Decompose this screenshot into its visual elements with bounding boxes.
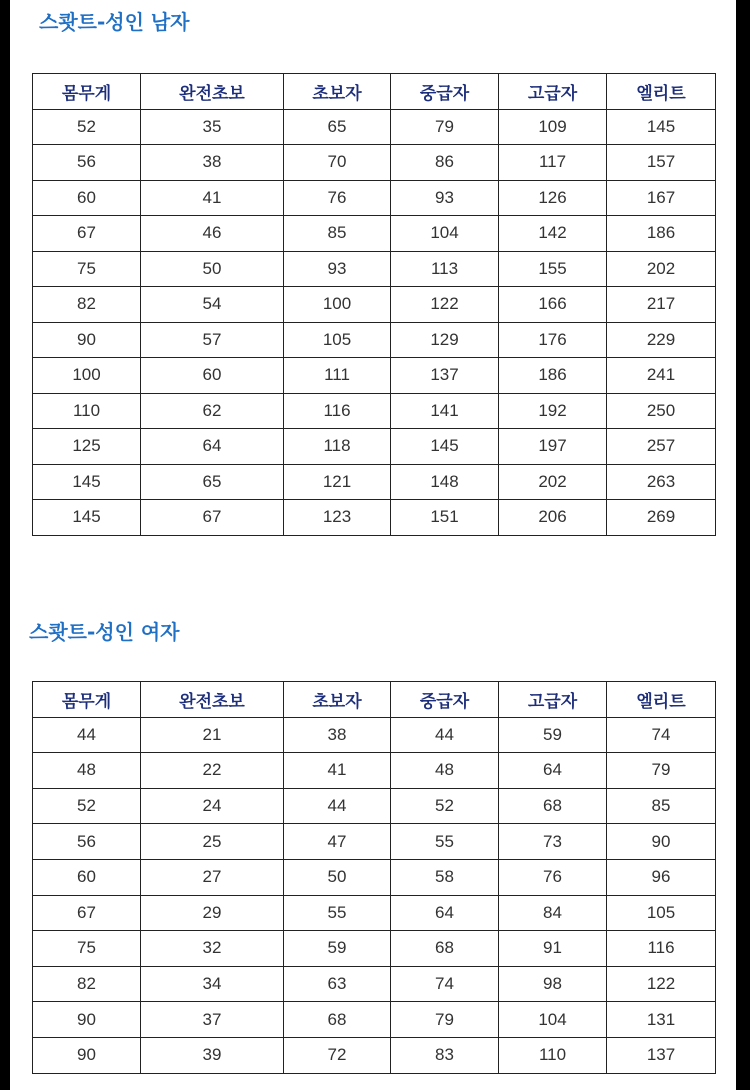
table-cell: 41 (141, 180, 284, 216)
table-cell: 57 (141, 322, 284, 358)
table-cell: 123 (284, 500, 391, 536)
table-cell: 145 (391, 429, 499, 465)
table-cell: 126 (499, 180, 607, 216)
document-page (10, 0, 736, 1090)
table-cell: 93 (391, 180, 499, 216)
table-cell: 35 (141, 109, 284, 145)
table-row (33, 859, 716, 895)
table-cell: 118 (284, 429, 391, 465)
table-row (33, 109, 716, 145)
table-cell: 84 (499, 895, 607, 931)
table-cell: 60 (33, 180, 141, 216)
table-cell: 62 (141, 393, 284, 429)
table-cell: 137 (391, 358, 499, 394)
table-cell: 79 (391, 1002, 499, 1038)
table-cell: 105 (607, 895, 716, 931)
table-cell: 197 (499, 429, 607, 465)
table-cell: 25 (141, 824, 284, 860)
table-cell: 104 (391, 216, 499, 252)
table-cell: 75 (33, 931, 141, 967)
table-cell: 52 (33, 109, 141, 145)
table-cell: 85 (284, 216, 391, 252)
table-cell: 68 (499, 788, 607, 824)
table-cell: 67 (33, 895, 141, 931)
column-header: 중급자 (391, 682, 499, 718)
table-header-row (33, 74, 716, 110)
table-cell: 250 (607, 393, 716, 429)
table-cell: 41 (284, 753, 391, 789)
table-header-row (33, 682, 716, 718)
table-cell: 50 (141, 251, 284, 287)
table-cell: 157 (607, 145, 716, 181)
table-cell: 90 (607, 824, 716, 860)
table-cell: 229 (607, 322, 716, 358)
table-cell: 67 (33, 216, 141, 252)
table-cell: 141 (391, 393, 499, 429)
table-cell: 113 (391, 251, 499, 287)
table-cell: 85 (607, 788, 716, 824)
table-cell: 44 (391, 717, 499, 753)
table-row (33, 966, 716, 1002)
table-cell: 56 (33, 824, 141, 860)
table-cell: 257 (607, 429, 716, 465)
table-cell: 176 (499, 322, 607, 358)
table-cell: 56 (33, 145, 141, 181)
table-cell: 129 (391, 322, 499, 358)
table-cell: 263 (607, 464, 716, 500)
table-cell: 206 (499, 500, 607, 536)
table-cell: 79 (391, 109, 499, 145)
table-cell: 65 (284, 109, 391, 145)
table-cell: 55 (284, 895, 391, 931)
table-cell: 167 (607, 180, 716, 216)
table-cell: 269 (607, 500, 716, 536)
table-row (33, 464, 716, 500)
table-cell: 47 (284, 824, 391, 860)
table-cell: 82 (33, 966, 141, 1002)
table-row (33, 753, 716, 789)
squat-table-women (32, 681, 716, 1074)
table-cell: 68 (391, 931, 499, 967)
section-title-women: 스쾃트-성인 여자 (29, 620, 180, 644)
table-cell: 60 (33, 859, 141, 895)
table-cell: 54 (141, 287, 284, 323)
table-cell: 155 (499, 251, 607, 287)
table-cell: 32 (141, 931, 284, 967)
table-row (33, 895, 716, 931)
table-cell: 202 (499, 464, 607, 500)
table-row (33, 429, 716, 465)
column-header: 엘리트 (607, 682, 716, 718)
table-cell: 192 (499, 393, 607, 429)
table-cell: 109 (499, 109, 607, 145)
table-cell: 29 (141, 895, 284, 931)
table-cell: 93 (284, 251, 391, 287)
table-cell: 58 (391, 859, 499, 895)
table-cell: 72 (284, 1037, 391, 1073)
column-header: 초보자 (284, 74, 391, 110)
column-header: 고급자 (499, 74, 607, 110)
table-cell: 73 (499, 824, 607, 860)
table-row (33, 393, 716, 429)
table-cell: 22 (141, 753, 284, 789)
table-row (33, 358, 716, 394)
table-row (33, 287, 716, 323)
table-cell: 68 (284, 1002, 391, 1038)
table-cell: 59 (284, 931, 391, 967)
table-cell: 74 (391, 966, 499, 1002)
table-cell: 52 (33, 788, 141, 824)
table-row (33, 216, 716, 252)
table-cell: 105 (284, 322, 391, 358)
table-cell: 90 (33, 1002, 141, 1038)
table-cell: 145 (33, 464, 141, 500)
table-cell: 116 (284, 393, 391, 429)
table-cell: 110 (33, 393, 141, 429)
table-cell: 83 (391, 1037, 499, 1073)
column-header: 엘리트 (607, 74, 716, 110)
table-cell: 70 (284, 145, 391, 181)
table-cell: 65 (141, 464, 284, 500)
column-header: 완전초보 (141, 682, 284, 718)
table-cell: 76 (499, 859, 607, 895)
table-row (33, 931, 716, 967)
table-cell: 48 (391, 753, 499, 789)
table-cell: 24 (141, 788, 284, 824)
table-cell: 100 (33, 358, 141, 394)
column-header: 중급자 (391, 74, 499, 110)
column-header: 몸무게 (33, 74, 141, 110)
table-row (33, 251, 716, 287)
table-row (33, 717, 716, 753)
table-cell: 52 (391, 788, 499, 824)
table-cell: 44 (284, 788, 391, 824)
table-cell: 104 (499, 1002, 607, 1038)
table-cell: 90 (33, 322, 141, 358)
table-cell: 96 (607, 859, 716, 895)
column-header: 초보자 (284, 682, 391, 718)
column-header: 몸무게 (33, 682, 141, 718)
table-cell: 166 (499, 287, 607, 323)
table-cell: 64 (499, 753, 607, 789)
table-cell: 37 (141, 1002, 284, 1038)
table-cell: 91 (499, 931, 607, 967)
table-cell: 121 (284, 464, 391, 500)
table-row (33, 824, 716, 860)
table-cell: 75 (33, 251, 141, 287)
table-cell: 151 (391, 500, 499, 536)
table-cell: 74 (607, 717, 716, 753)
table-cell: 148 (391, 464, 499, 500)
table-cell: 98 (499, 966, 607, 1002)
table-cell: 116 (607, 931, 716, 967)
table-cell: 55 (391, 824, 499, 860)
table-cell: 21 (141, 717, 284, 753)
table-row (33, 322, 716, 358)
table-cell: 110 (499, 1037, 607, 1073)
table-cell: 27 (141, 859, 284, 895)
table-row (33, 788, 716, 824)
table-cell: 82 (33, 287, 141, 323)
column-header: 완전초보 (141, 74, 284, 110)
table-cell: 122 (391, 287, 499, 323)
table-cell: 38 (141, 145, 284, 181)
table-cell: 67 (141, 500, 284, 536)
table-cell: 137 (607, 1037, 716, 1073)
table-cell: 122 (607, 966, 716, 1002)
table-cell: 186 (607, 216, 716, 252)
table-cell: 202 (607, 251, 716, 287)
table-row (33, 180, 716, 216)
table-cell: 63 (284, 966, 391, 1002)
table-cell: 60 (141, 358, 284, 394)
table-cell: 145 (607, 109, 716, 145)
table-cell: 241 (607, 358, 716, 394)
table-row (33, 1037, 716, 1073)
table-row (33, 1002, 716, 1038)
table-cell: 142 (499, 216, 607, 252)
table-row (33, 500, 716, 536)
table-cell: 64 (391, 895, 499, 931)
table-cell: 38 (284, 717, 391, 753)
table-cell: 50 (284, 859, 391, 895)
table-cell: 64 (141, 429, 284, 465)
table-cell: 117 (499, 145, 607, 181)
squat-table-men (32, 73, 716, 536)
table-cell: 76 (284, 180, 391, 216)
table-cell: 86 (391, 145, 499, 181)
table-cell: 131 (607, 1002, 716, 1038)
table-cell: 186 (499, 358, 607, 394)
table-cell: 34 (141, 966, 284, 1002)
table-cell: 48 (33, 753, 141, 789)
table-cell: 90 (33, 1037, 141, 1073)
table-cell: 59 (499, 717, 607, 753)
table-cell: 100 (284, 287, 391, 323)
table-cell: 125 (33, 429, 141, 465)
table-cell: 217 (607, 287, 716, 323)
table-cell: 46 (141, 216, 284, 252)
table-cell: 111 (284, 358, 391, 394)
table-cell: 79 (607, 753, 716, 789)
table-cell: 145 (33, 500, 141, 536)
section-title-men: 스쾃트-성인 남자 (39, 10, 190, 34)
table-row (33, 145, 716, 181)
table-cell: 39 (141, 1037, 284, 1073)
table-cell: 44 (33, 717, 141, 753)
column-header: 고급자 (499, 682, 607, 718)
